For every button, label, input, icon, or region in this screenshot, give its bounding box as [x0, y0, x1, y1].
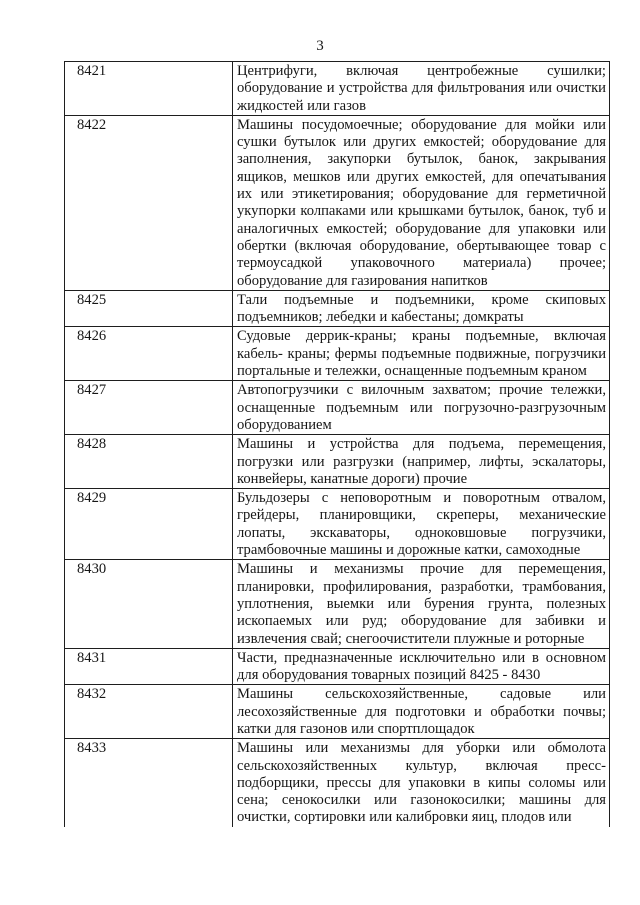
code-cell: 8433 — [65, 739, 233, 827]
description-cell: Машины и механизмы прочие для перемещения, планировки, профилирования, разработки, трамбования, уплотнения, выемки или бурения грунта, полезных ископаемых или руд; оборудование для забивки и извлечения свай; снегоочистители плужные и роторные — [233, 560, 610, 648]
description-cell: Машины и устройства для подъема, перемещения, погрузки или разгрузки (например, лифты, эскалаторы, конвейеры, канатные дороги) прочие — [233, 435, 610, 489]
tariff-code-table — [64, 61, 610, 827]
table-row — [65, 327, 610, 381]
table-row — [65, 489, 610, 560]
table-row — [65, 435, 610, 489]
description-cell: Машины посудомоечные; оборудование для мойки или сушки бутылок или других емкостей; оборудование для заполнения, закупорки бутылок, банок, закрывания ящиков, мешков или других емкостей, для опечатывания их или этикетирования; оборудование для герметичной укупорки колпаками или крышками бутылок, банок, туб и аналогичных емкостей; оборудование для упаковки или обертки (включая оборудование, обертывающее товар с термоусадкой упаковочного материала) прочее; оборудование для газирования напитков — [233, 115, 610, 290]
table-row — [65, 62, 610, 116]
description-cell: Части, предназначенные исключительно или в основном для оборудования товарных позиций 8425 - 8430 — [233, 648, 610, 685]
code-cell: 8431 — [65, 648, 233, 685]
description-cell: Бульдозеры с неповоротным и поворотным отвалом, грейдеры, планировщики, скреперы, механические лопаты, экскаваторы, одноковшовые погрузчики, трамбовочные машины и дорожные катки, самоходные — [233, 489, 610, 560]
table-row — [65, 381, 610, 435]
code-cell: 8425 — [65, 290, 233, 327]
description-cell: Автопогрузчики с вилочным захватом; прочие тележки, оснащенные подъемным или погрузочно-разгрузочным оборудованием — [233, 381, 610, 435]
table-row — [65, 685, 610, 739]
code-cell: 8430 — [65, 560, 233, 648]
table-row — [65, 115, 610, 290]
code-cell: 8427 — [65, 381, 233, 435]
table-row — [65, 648, 610, 685]
description-cell: Машины сельскохозяйственные, садовые или лесохозяйственные для подготовки и обработки почвы; катки для газонов или спортплощадок — [233, 685, 610, 739]
description-cell: Судовые деррик-краны; краны подъемные, включая кабель- краны; фермы подъемные подвижные, погрузчики портальные и тележки, оснащенные подъемным краном — [233, 327, 610, 381]
description-cell: Центрифуги, включая центробежные сушилки; оборудование и устройства для фильтрования или очистки жидкостей или газов — [233, 62, 610, 116]
code-cell: 8426 — [65, 327, 233, 381]
code-cell: 8429 — [65, 489, 233, 560]
description-cell: Тали подъемные и подъемники, кроме скиповых подъемников; лебедки и кабестаны; домкраты — [233, 290, 610, 327]
description-cell: Машины или механизмы для уборки или обмолота сельскохозяйственных культур, включая пресс-подборщики, прессы для упаковки в кипы соломы или сена; сенокосилки или газонокосилки; машины для очистки, сортировки или калибровки яиц, плодов или — [233, 739, 610, 827]
table-row — [65, 560, 610, 648]
code-cell: 8421 — [65, 62, 233, 116]
table-row — [65, 739, 610, 827]
table-row — [65, 290, 610, 327]
code-cell: 8432 — [65, 685, 233, 739]
code-cell: 8428 — [65, 435, 233, 489]
code-cell: 8422 — [65, 115, 233, 290]
page-number: 3 — [316, 38, 324, 54]
